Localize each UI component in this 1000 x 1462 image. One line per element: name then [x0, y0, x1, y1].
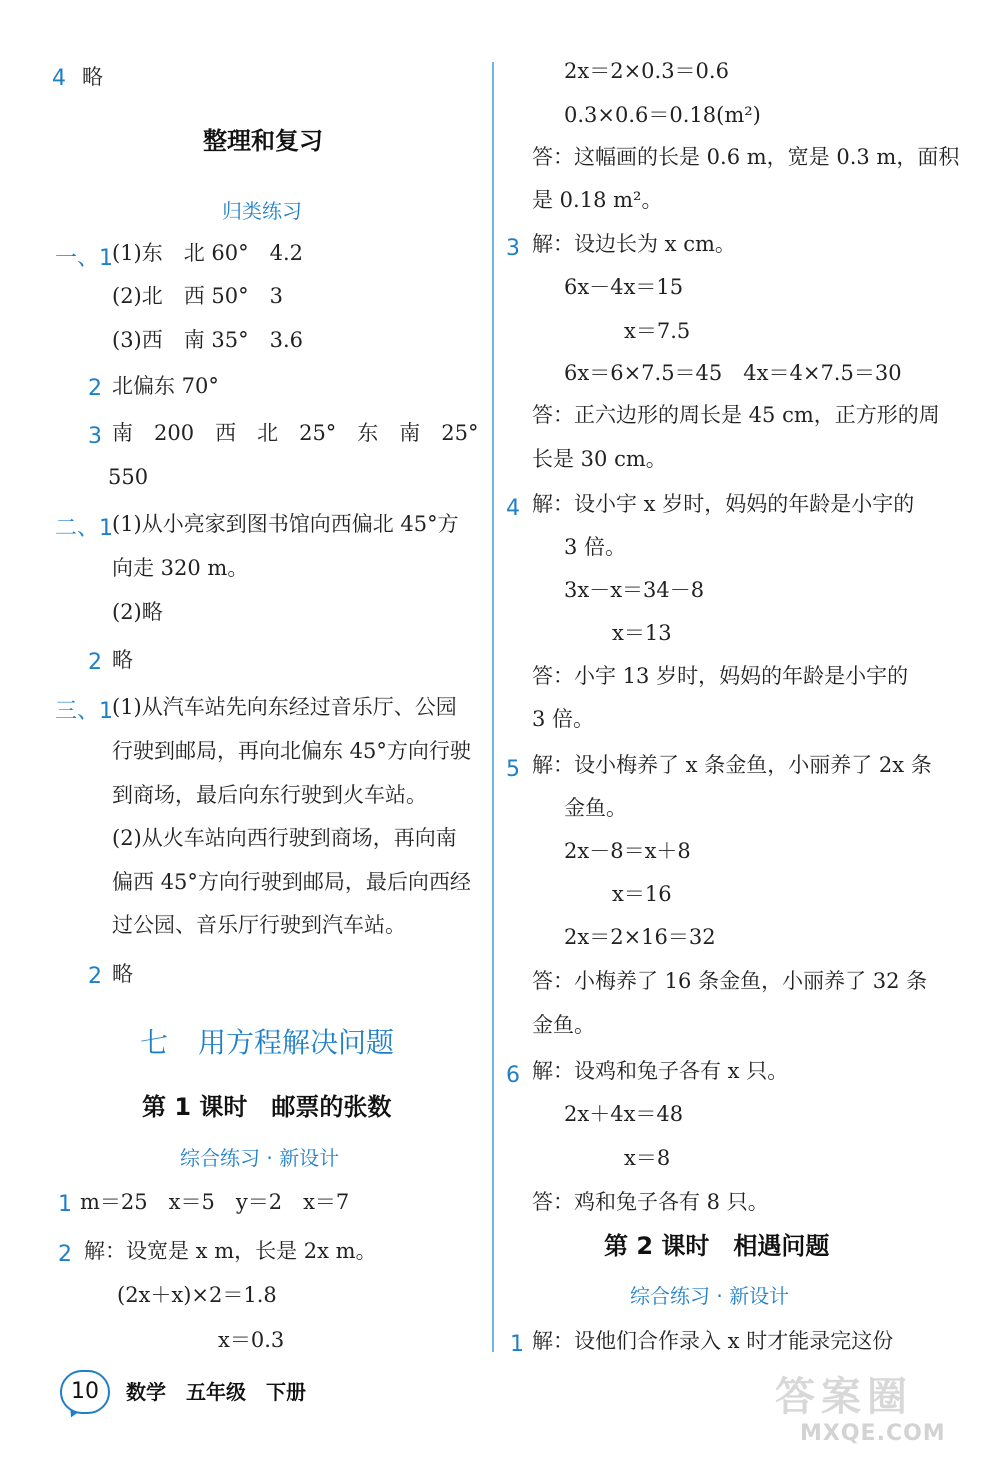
answer-text: 过公园、音乐厅行驶到汽车站。 [112, 913, 406, 937]
answer-text: 答：小梅养了 16 条金鱼，小丽养了 32 条 [532, 969, 928, 993]
answer-text: (2)略 [112, 600, 163, 624]
answer-text: (3)西 南 35° 3.6 [112, 328, 304, 352]
answer-text: (1)东 北 60° 4.2 [112, 241, 304, 265]
answer-text: 解：设小宇 x 岁时，妈妈的年龄是小宇的 [532, 492, 915, 516]
answer-text: 答：小宇 13 岁时，妈妈的年龄是小宇的 [532, 664, 909, 688]
answer-text: 金鱼。 [564, 796, 627, 820]
lesson-title: 第 1 课时 邮票的张数 [142, 1093, 392, 1121]
item-number: 三、1 [55, 699, 113, 724]
watermark-logo: 答案圈 [775, 1374, 913, 1420]
equation: x＝8 [624, 1146, 671, 1170]
item-number: 3 [88, 424, 102, 449]
answer-text: 答：这幅画的长是 0.6 m，宽是 0.3 m，面积 [532, 145, 960, 169]
item-number: 2 [88, 964, 102, 989]
subsection-title: 综合练习 · 新设计 [630, 1284, 790, 1308]
answer-text: 长是 30 cm。 [532, 447, 667, 471]
equation: x＝0.3 [218, 1328, 285, 1352]
answer-text: m＝25 x＝5 y＝2 x＝7 [80, 1190, 350, 1214]
answer-text: (1)从汽车站先向东经过音乐厅、公园 [112, 695, 457, 719]
equation: 3x－x＝34－8 [564, 578, 705, 602]
answer-text: 略 [112, 962, 133, 986]
equation: 6x＝6×7.5＝45 4x＝4×7.5＝30 [564, 361, 902, 385]
item-number: 2 [58, 1242, 72, 1267]
subsection-title: 综合练习 · 新设计 [180, 1146, 340, 1170]
equation: 2x＝2×0.3＝0.6 [564, 59, 729, 83]
page-number: 10 [60, 1370, 110, 1414]
answer-text: 金鱼。 [532, 1013, 595, 1037]
answer-text: 3 倍。 [532, 707, 595, 731]
page-footer [60, 1370, 460, 1420]
answer-text: (2)北 西 50° 3 [112, 284, 284, 308]
item-number: 4 [506, 496, 520, 521]
item-number: 2 [88, 650, 102, 675]
answer-text: 略 [82, 65, 103, 89]
equation: x＝13 [612, 621, 672, 645]
equation: 0.3×0.6＝0.18(m²) [564, 103, 761, 127]
answer-text: 解：设宽是 x m，长是 2x m。 [84, 1239, 377, 1263]
answer-text: 北偏东 70° [112, 374, 219, 398]
answer-text: 550 [108, 465, 149, 489]
answer-text: 答：鸡和兔子各有 8 只。 [532, 1190, 769, 1214]
chapter-title: 用方程解决问题 [198, 1026, 395, 1059]
answer-text: 3 倍。 [564, 535, 627, 559]
item-number: 1 [58, 1192, 72, 1217]
answer-text: 解：设他们合作录入 x 时才能录完这份 [532, 1329, 894, 1353]
answer-text: 略 [112, 648, 133, 672]
equation: 2x＝2×16＝32 [564, 925, 716, 949]
chapter-number: 七 [140, 1026, 169, 1059]
section-title: 整理和复习 [203, 127, 323, 155]
column-divider [492, 62, 494, 1352]
equation: (2x＋x)×2＝1.8 [117, 1283, 277, 1307]
watermark [775, 1375, 985, 1455]
item-number: 二、1 [55, 516, 113, 541]
item-number: 3 [506, 236, 520, 261]
answer-text: 解：设鸡和兔子各有 x 只。 [532, 1059, 789, 1083]
equation: 2x－8＝x＋8 [564, 839, 691, 863]
subsection-title: 归类练习 [222, 199, 302, 223]
answer-text: 解：设小梅养了 x 条金鱼，小丽养了 2x 条 [532, 753, 932, 777]
answer-text: (1)从小亮家到图书馆向西偏北 45°方 [112, 512, 459, 536]
answer-text: 向走 320 m。 [112, 556, 249, 580]
answer-text: 是 0.18 m²。 [532, 188, 663, 212]
equation: x＝7.5 [624, 319, 691, 343]
item-number: 6 [506, 1063, 520, 1088]
lesson-title: 第 2 课时 相遇问题 [604, 1232, 830, 1260]
answer-text: 答：正六边形的周长是 45 cm，正方形的周 [532, 403, 940, 427]
watermark-url: MXQE.COM [800, 1421, 946, 1446]
answer-text: 解：设边长为 x cm。 [532, 232, 736, 256]
equation: 2x＋4x＝48 [564, 1102, 684, 1126]
answer-text: 到商场，最后向东行驶到火车站。 [112, 783, 427, 807]
item-number: 4 [52, 66, 66, 91]
item-number: 一、1 [55, 246, 113, 271]
answer-text: 南 200 西 北 25° 东 南 25° [112, 421, 479, 445]
equation: 6x－4x＝15 [564, 275, 684, 299]
book-label: 数学 五年级 下册 [126, 1380, 306, 1404]
answer-text: 行驶到邮局，再向北偏东 45°方向行驶 [112, 739, 471, 763]
equation: x＝16 [612, 882, 672, 906]
answer-text: (2)从火车站向西行驶到商场，再向南 [112, 826, 457, 850]
answer-text: 偏西 45°方向行驶到邮局，最后向西经 [112, 870, 471, 894]
item-number: 2 [88, 376, 102, 401]
item-number: 5 [506, 757, 520, 782]
item-number: 1 [510, 1332, 524, 1357]
